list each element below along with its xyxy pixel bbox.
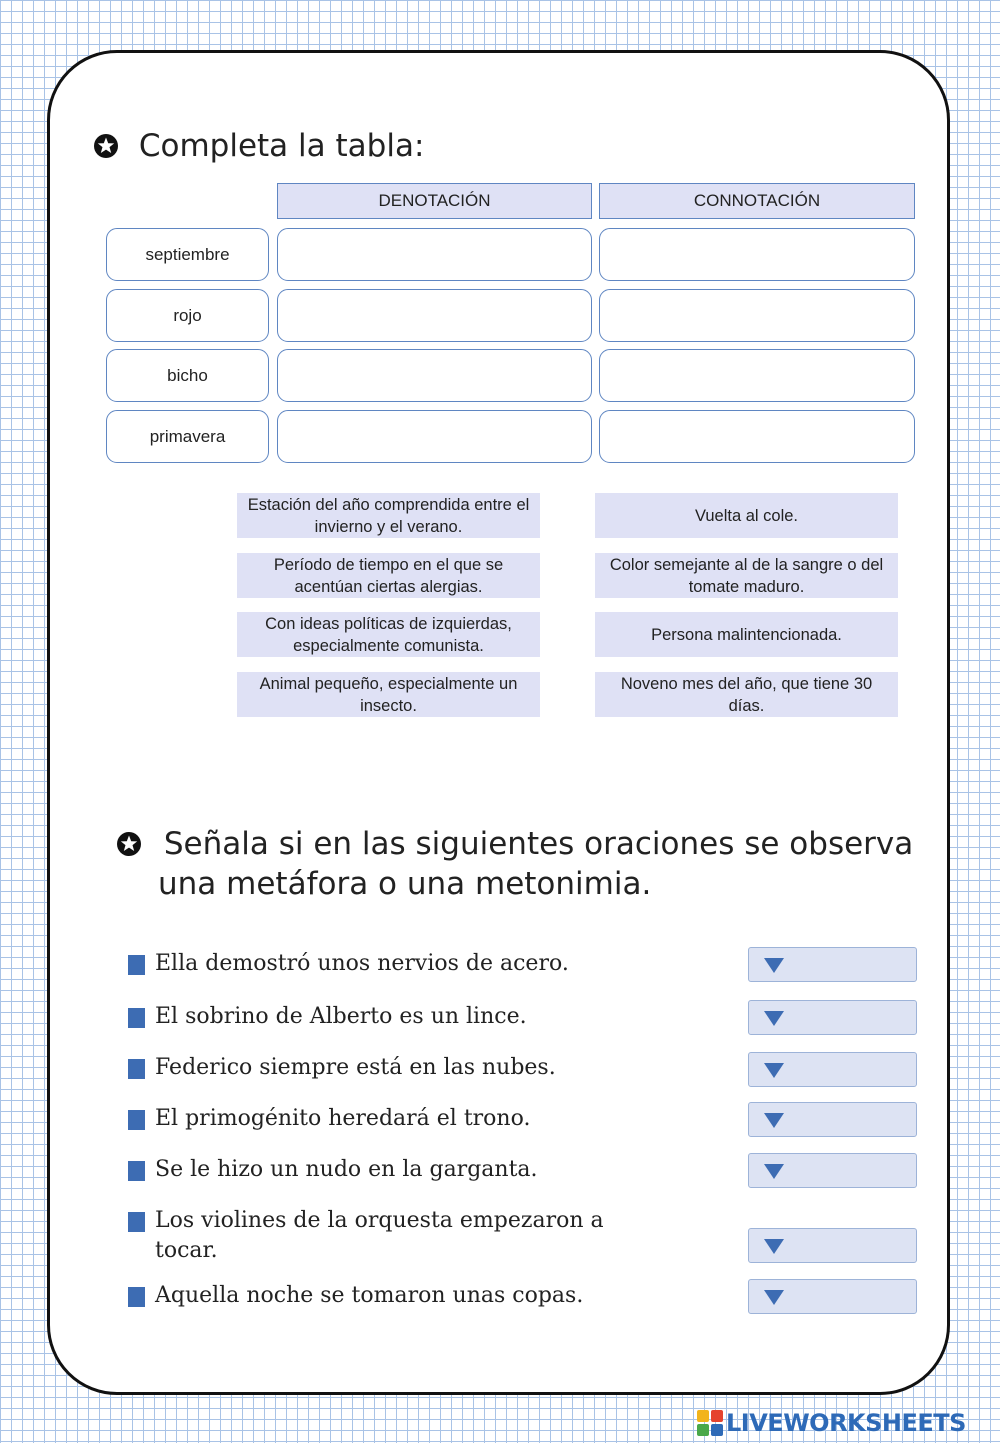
sentence-text: El primogénito heredará el trono. [155, 1106, 531, 1131]
drop-zone-denotacion-3[interactable] [277, 349, 592, 402]
header-denotacion: DENOTACIÓN [277, 183, 592, 219]
section-title-line1: Señala si en las siguientes oraciones se observa [163, 826, 914, 862]
draggable-option[interactable]: Estación del año comprendida entre el invierno y el verano. [237, 493, 540, 538]
sentence-text: Ella demostró unos nervios de acero. [155, 951, 569, 976]
star-circle-icon [93, 133, 119, 159]
drop-zone-denotacion-2[interactable] [277, 289, 592, 342]
bullet-marker [128, 1161, 145, 1181]
triangle-down-icon [763, 957, 785, 974]
term-cell: bicho [106, 349, 269, 402]
answer-dropdown[interactable] [748, 1279, 917, 1314]
term-cell: septiembre [106, 228, 269, 281]
section-title-figures [116, 824, 913, 864]
section-title-line2: una metáfora o una metonimia. [158, 866, 652, 902]
drop-zone-connotacion-4[interactable] [599, 410, 915, 463]
answer-dropdown[interactable] [748, 1000, 917, 1035]
brand-watermark [697, 1409, 966, 1437]
header-connotacion: CONNOTACIÓN [599, 183, 915, 219]
triangle-down-icon [763, 1289, 785, 1306]
section-title-table [93, 126, 424, 166]
triangle-down-icon [763, 1010, 785, 1027]
draggable-option[interactable]: Noveno mes del año, que tiene 30 días. [595, 672, 898, 717]
answer-dropdown[interactable] [748, 947, 917, 982]
triangle-down-icon [763, 1163, 785, 1180]
bullet-marker [128, 1110, 145, 1130]
sentence-text: Los violines de la orquesta empezaron a tocar. [155, 1208, 604, 1263]
bullet-marker [128, 1008, 145, 1028]
drop-zone-denotacion-1[interactable] [277, 228, 592, 281]
sentence-text: Aquella noche se tomaron unas copas. [155, 1283, 584, 1308]
sentence-text: Se le hizo un nudo en la garganta. [155, 1157, 538, 1182]
triangle-down-icon [763, 1062, 785, 1079]
answer-dropdown[interactable] [748, 1153, 917, 1188]
bullet-marker [128, 955, 145, 975]
draggable-option[interactable]: Color semejante al de la sangre o del tomate maduro. [595, 553, 898, 598]
draggable-option[interactable]: Animal pequeño, especialmente un insecto. [237, 672, 540, 717]
answer-dropdown[interactable] [748, 1228, 917, 1263]
sentence-text: El sobrino de Alberto es un lince. [155, 1004, 527, 1029]
drop-zone-denotacion-4[interactable] [277, 410, 592, 463]
triangle-down-icon [763, 1112, 785, 1129]
draggable-option[interactable]: Período de tiempo en el que se acentúan ciertas alergias. [237, 553, 540, 598]
star-circle-icon [116, 831, 142, 857]
bullet-marker [128, 1059, 145, 1079]
answer-dropdown[interactable] [748, 1052, 917, 1087]
bullet-marker [128, 1287, 145, 1307]
sentence-text: Federico siempre está en las nubes. [155, 1055, 556, 1080]
drop-zone-connotacion-3[interactable] [599, 349, 915, 402]
drop-zone-connotacion-2[interactable] [599, 289, 915, 342]
term-cell: rojo [106, 289, 269, 342]
term-cell: primavera [106, 410, 269, 463]
drop-zone-connotacion-1[interactable] [599, 228, 915, 281]
draggable-option[interactable]: Vuelta al cole. [595, 493, 898, 538]
triangle-down-icon [763, 1238, 785, 1255]
draggable-option[interactable]: Con ideas políticas de izquierdas, especialmente comunista. [237, 612, 540, 657]
bullet-marker [128, 1212, 145, 1232]
brand-name: LIVEWORKSHEETS [726, 1409, 966, 1437]
liveworksheets-logo-icon [697, 1410, 723, 1436]
answer-dropdown[interactable] [748, 1102, 917, 1137]
draggable-option[interactable]: Persona malintencionada. [595, 612, 898, 657]
section-title-text: Completa la tabla: [138, 128, 425, 164]
